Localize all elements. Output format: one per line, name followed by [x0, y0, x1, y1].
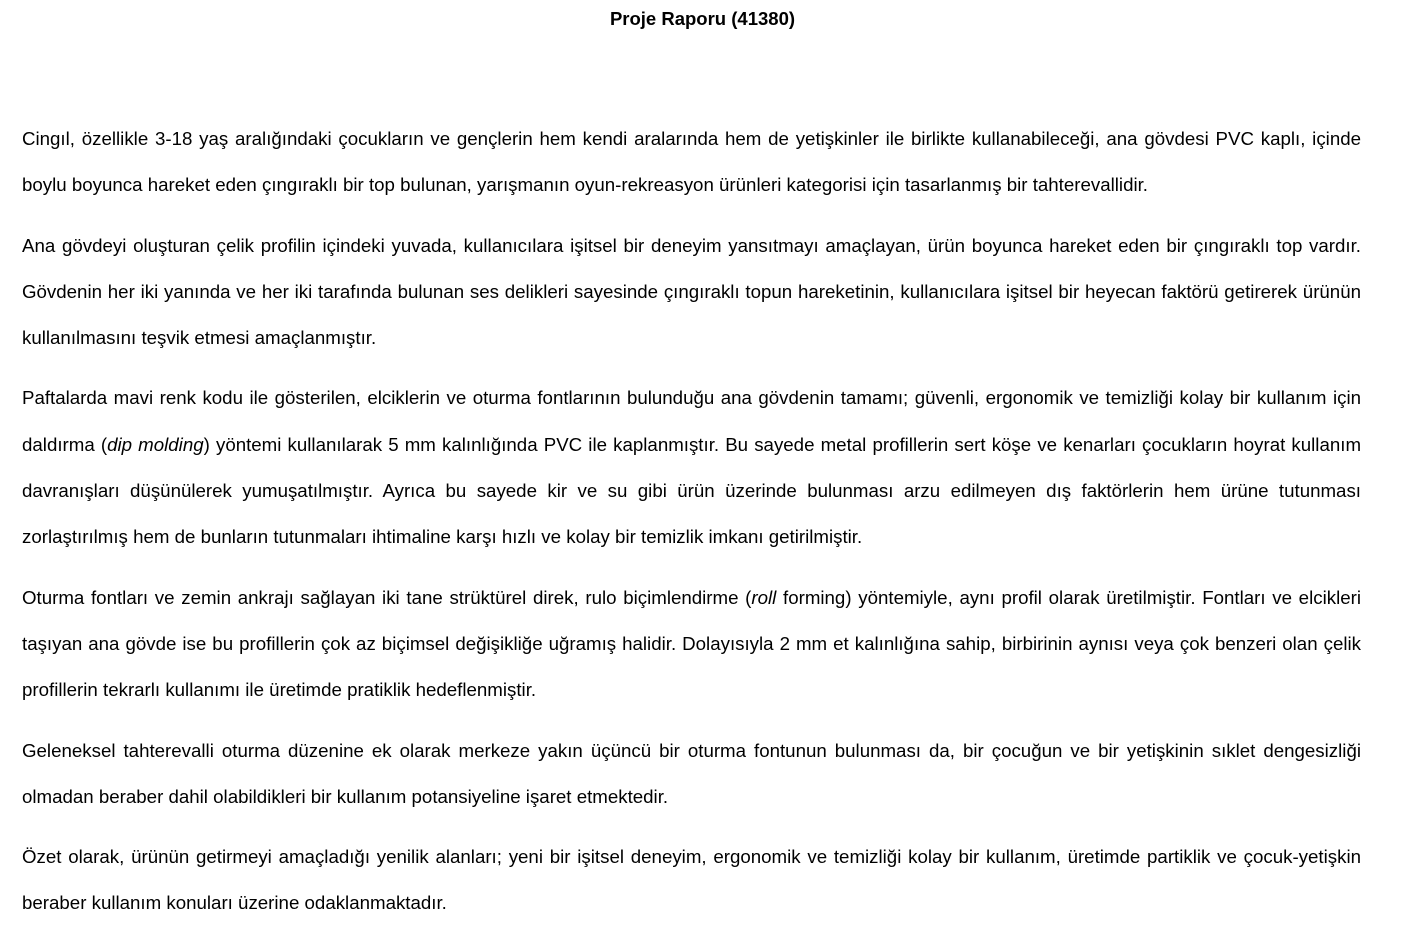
paragraph: [22, 834, 1361, 927]
paragraph-text: Oturma fontları ve zemin ankrajı sağlayan iki tane strüktürel direk, rulo biçimlendirme (: [22, 586, 752, 608]
paragraph: [22, 116, 1361, 209]
document-body: [22, 116, 1361, 941]
paragraph-italic-term: roll: [751, 586, 777, 608]
paragraph-text: Paftalarda mavi renk kodu ile gösterilen, elciklerin ve oturma fontlarının bulunduğu ana gövdenin tamamı; güvenli, ergonomik ve temizliği kolay bir kullanım için daldırma (: [22, 387, 1361, 455]
paragraph-italic-term: dip molding: [107, 433, 204, 455]
paragraph-text: Ana gövdeyi oluşturan çelik profilin içindeki yuvada, kullanıcılara işitsel bir deneyim yansıtmayı amaçlayan, ürün boyunca hareket eden bir çıngıraklı top vardır. Gövdenin her iki yanında ve her iki tarafında bulunan ses delikleri sayesinde çıngıraklı topun hareketinin, kullanıcılara işitsel bir heyecan faktörü getirerek ürünün kullanılmasını teşvik etmesi amaçlanmıştır.: [22, 234, 1361, 349]
paragraph: [22, 575, 1361, 714]
paragraph: [22, 375, 1361, 560]
paragraph-text: Cingıl, özellikle 3-18 yaş aralığındaki çocukların ve gençlerin hem kendi aralarında hem de yetişkinler ile birlikte kullanabileceği, ana gövdesi PVC kaplı, içinde boylu boyunca hareket eden çıngıraklı bir top bulunan, yarışmanın oyun-rekreasyon ürünleri kategorisi için tasarlanmış bir tahterevallidir.: [22, 128, 1361, 196]
paragraph-text: forming) yöntemiyle, aynı profil olarak üretilmiştir. Fontları ve elcikleri taşıyan ana gövde ise bu profillerin çok az biçimsel değişikliğe uğramış halidir. Dolayısıyla 2 mm et kalınlığına sahip, birbirinin aynısı veya çok benzeri olan çelik profillerin tekrarlı kullanımı ile üretimde pratiklik hedeflenmiştir.: [22, 586, 1361, 701]
paragraph-text: Özet olarak, ürünün getirmeyi amaçladığı yenilik alanları; yeni bir işitsel deneyim, ergonomik ve temizliği kolay bir kullanım, üretimde partiklik ve çocuk-yetişkin beraber kullanım konuları üzerine odaklanmaktadır.: [22, 846, 1361, 914]
paragraph: [22, 728, 1361, 821]
paragraph-text: Geleneksel tahterevalli oturma düzenine ek olarak merkeze yakın üçüncü bir oturma fontunun bulunması da, bir çocuğun ve bir yetişkinin sıklet dengesizliği olmadan beraber dahil olabildikleri bir kullanım potansiyeline işaret etmektedir.: [22, 739, 1361, 807]
paragraph-text: ) yöntemi kullanılarak 5 mm kalınlığında PVC ile kaplanmıştır. Bu sayede metal profillerin sert köşe ve kenarları çocukların hoyrat kullanım davranışları düşünülerek yumuşatılmıştır. Ayrıca bu sayede kir ve su gibi ürün üzerinde bulunması arzu edilmeyen dış faktörlerin hem ürüne tutunması zorlaştırılmış hem de bunların tutunmaları ihtimaline karşı hızlı ve kolay bir temizlik imkanı getirilmiştir.: [22, 433, 1362, 548]
document-title: Proje Raporu (41380): [609, 8, 796, 29]
paragraph: [22, 223, 1361, 362]
